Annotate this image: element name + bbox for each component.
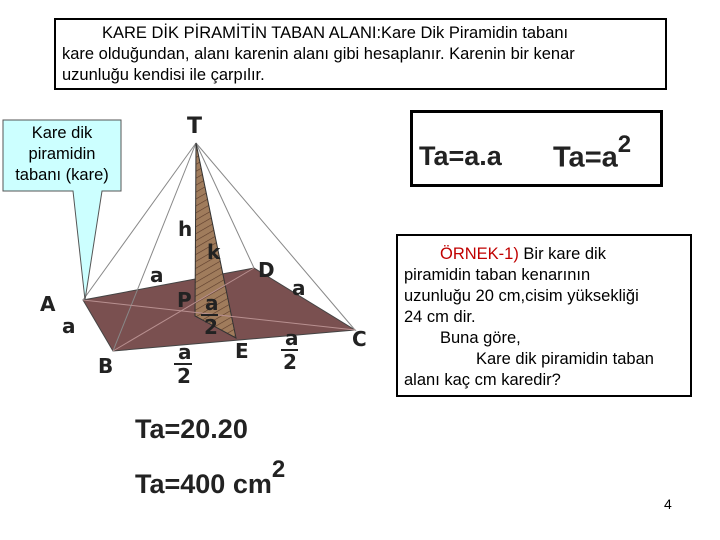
label-a-mid: a — [285, 326, 299, 350]
label-a-right: a — [292, 276, 306, 300]
label-half-P-den: 2 — [204, 315, 218, 339]
label-C: C — [352, 327, 367, 351]
example-line-1 — [404, 244, 684, 265]
answer-step-2-exponent: 2 — [271, 456, 286, 483]
example-label: ÖRNEK-1) — [440, 245, 519, 263]
example-line-7: alanı kaç cm karedir? — [404, 371, 561, 389]
label-A: A — [40, 292, 56, 316]
definition-line-3: uzunluğu kendisi ile çarpılır. — [62, 66, 265, 84]
formula-box — [410, 110, 663, 187]
example-line-5: Buna göre, — [440, 329, 521, 347]
label-a-left: a — [62, 314, 76, 338]
example-line-1-text: Bir kare dik — [518, 245, 606, 263]
example-line-2: piramidin taban kenarının — [404, 266, 591, 284]
definition-line-1: KARE DİK PİRAMİTİN TABAN ALANI:Kare Dik Piramidin tabanı — [102, 24, 569, 42]
example-line-4: 24 cm dir. — [404, 308, 476, 326]
label-half-B-den: 2 — [177, 364, 191, 388]
label-a-top: a — [150, 263, 164, 287]
answer-step-1: Ta=20.20 — [135, 414, 248, 444]
example-box — [396, 234, 692, 397]
callout-line-3: tabanı (kare) — [15, 166, 109, 184]
answer-step-2 — [135, 456, 286, 500]
answer-step-2-base: Ta=400 cm — [135, 469, 272, 499]
formula-square-base: Ta=a — [553, 141, 618, 174]
example-line-6: Kare dik piramidin taban — [476, 350, 654, 368]
label-D: D — [258, 258, 275, 282]
formula-square-exponent: 2 — [617, 131, 632, 158]
formula-product: Ta=a.a — [419, 141, 502, 171]
label-B: B — [98, 354, 114, 378]
formula-square — [553, 131, 632, 175]
label-k: k — [207, 240, 221, 264]
example-line-3: uzunluğu 20 cm,cisim yüksekliği — [404, 287, 639, 305]
page-number: 4 — [664, 496, 672, 512]
callout-line-2: piramidin — [28, 145, 96, 163]
callout-line-1: Kare dik — [31, 124, 93, 142]
label-2-mid: 2 — [283, 350, 297, 374]
callout-text — [6, 123, 118, 186]
label-T: T — [187, 114, 203, 139]
label-h: h — [178, 217, 193, 241]
label-half-P-num: a — [205, 291, 219, 315]
label-half-B-num: a — [178, 340, 192, 364]
definition-line-2: kare olduğundan, alanı karenin alanı gibi hesaplanır. Karenin bir kenar — [62, 45, 575, 63]
label-P: P — [177, 288, 192, 312]
label-E: E — [235, 339, 249, 363]
